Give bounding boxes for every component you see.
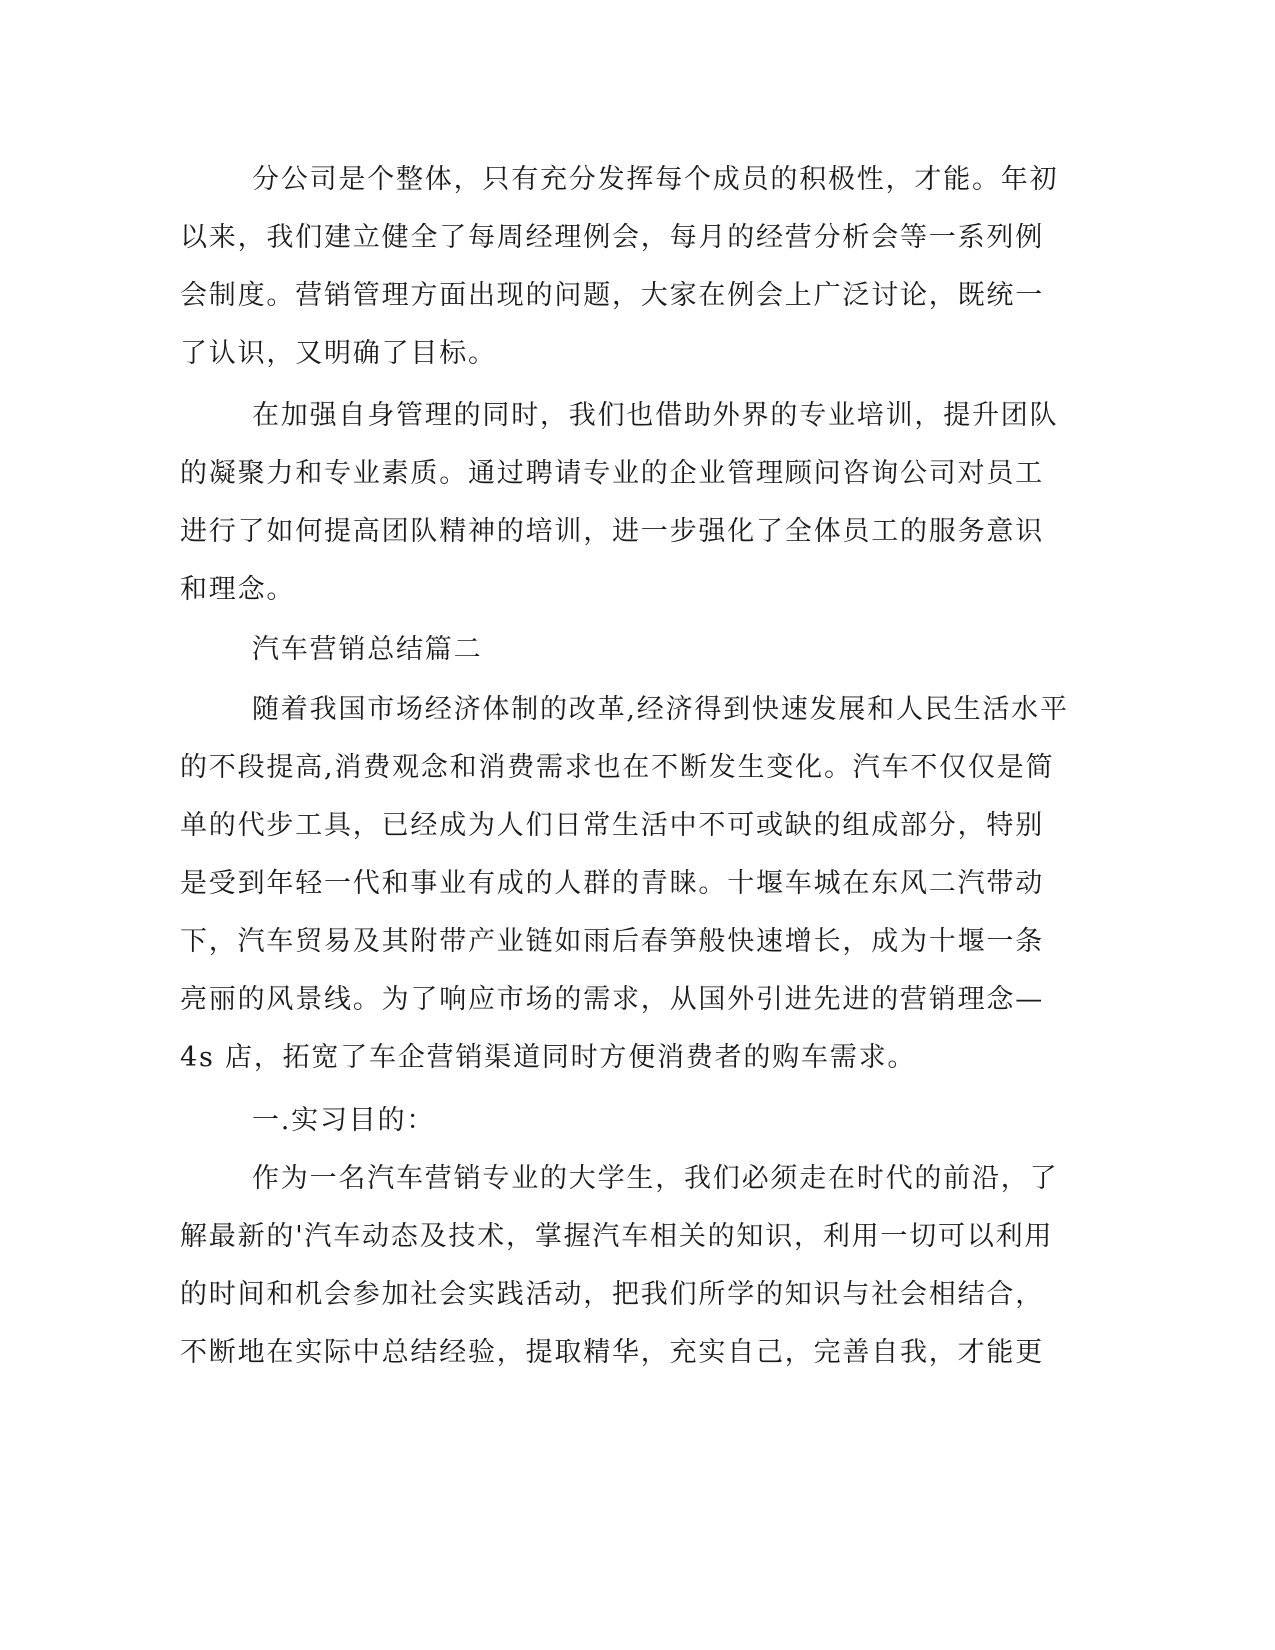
subsection-heading: 一.实习目的： <box>252 1105 436 1136</box>
text-line: 单的代步工具，已经成为人们日常生活中不可或缺的组成部分，特别 <box>180 810 1044 841</box>
text-line: 的时间和机会参加社会实践活动，把我们所学的知识与社会相结合， <box>180 1279 1044 1310</box>
section-heading: 汽车营销总结篇二 <box>252 634 483 665</box>
text-line: 在加强自身管理的同时，我们也借助外界的专业培训，提升团队 <box>252 400 1059 431</box>
text-line: 是受到年轻一代和事业有成的人群的青睐。十堰车城在东风二汽带动 <box>180 868 1044 899</box>
text-line: 分公司是个整体，只有充分发挥每个成员的积极性，才能。年初 <box>252 164 1059 195</box>
text-line: 的凝聚力和专业素质。通过聘请专业的企业管理顾问咨询公司对员工 <box>180 458 1044 489</box>
text-line: 了认识，又明确了目标。 <box>180 338 497 369</box>
text-line: 的不段提高,消费观念和消费需求也在不断发生变化。汽车不仅仅是简 <box>180 752 1055 783</box>
text-line: 解最新的'汽车动态及技术，掌握汽车相关的知识，利用一切可以利用 <box>180 1221 1054 1252</box>
text-line: 随着我国市场经济体制的改革,经济得到快速发展和人民生活水平 <box>252 694 1069 725</box>
text-line: 4s 店，拓宽了车企营销渠道同时方便消费者的购车需求。 <box>180 1042 917 1073</box>
text-line: 和理念。 <box>180 574 296 605</box>
text-line: 作为一名汽车营销专业的大学生，我们必须走在时代的前沿，了 <box>252 1163 1059 1194</box>
text-line: 会制度。营销管理方面出现的问题，大家在例会上广泛讨论，既统一 <box>180 280 1044 311</box>
text-line: 亮丽的风景线。为了响应市场的需求，从国外引进先进的营销理念— <box>180 984 1044 1015</box>
text-line: 下，汽车贸易及其附带产业链如雨后春笋般快速增长，成为十堰一条 <box>180 926 1044 957</box>
text-line: 以来，我们建立健全了每周经理例会，每月的经营分析会等一系列例 <box>180 222 1044 253</box>
text-line: 不断地在实际中总结经验，提取精华，充实自己，完善自我，才能更 <box>180 1337 1044 1368</box>
text-line: 进行了如何提高团队精神的培训，进一步强化了全体员工的服务意识 <box>180 516 1044 547</box>
